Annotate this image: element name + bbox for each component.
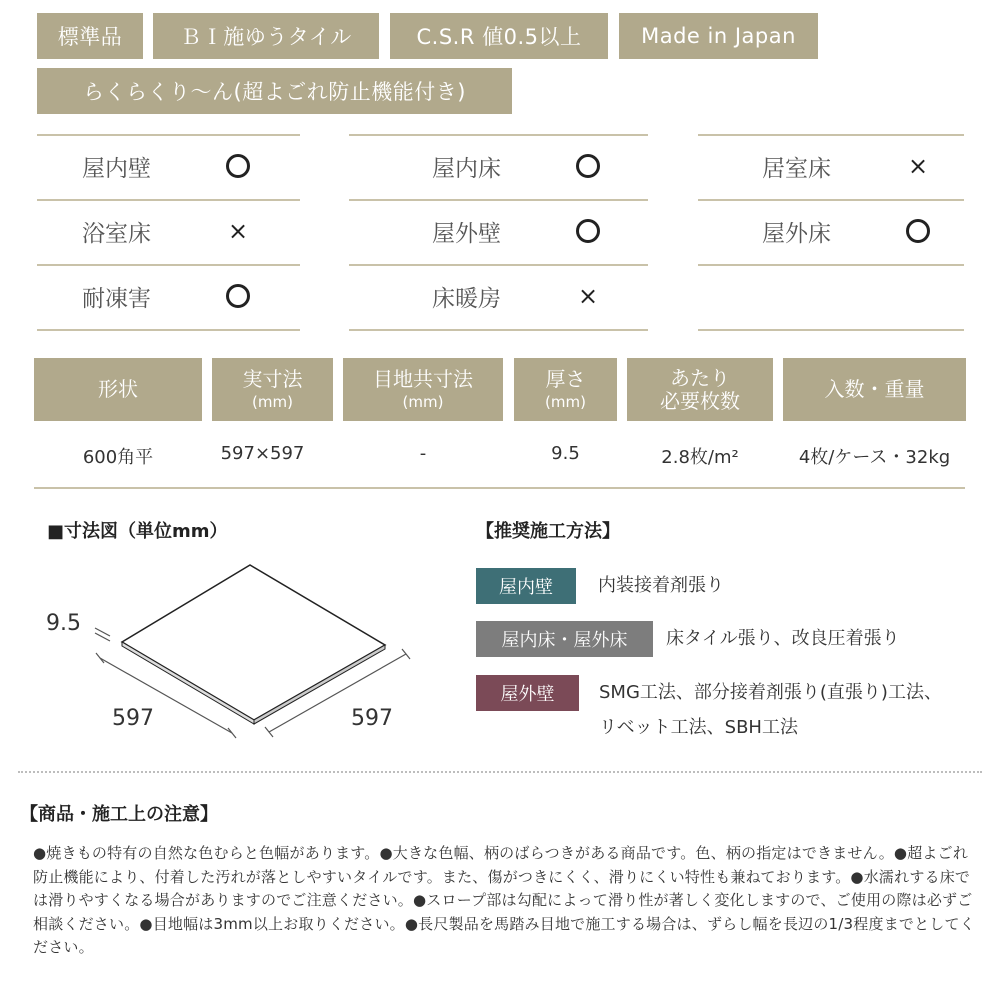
usage-rule <box>349 134 648 136</box>
usage-rule <box>698 329 964 331</box>
tag-standard: 標準品 <box>37 13 143 59</box>
circle-mark-icon <box>905 218 931 244</box>
cross-mark-icon: × <box>227 217 249 245</box>
usage-rule <box>349 199 648 201</box>
cross-mark-icon <box>905 153 931 179</box>
usage-rule <box>698 199 964 201</box>
dimension-width: 597 <box>112 706 154 731</box>
usage-rule <box>37 264 300 266</box>
spec-header-actual-size: 実寸法 (mm) <box>212 358 333 421</box>
method-text-interior-wall: 内装接着剤張り <box>598 575 724 596</box>
usage-rule <box>37 134 300 136</box>
dimension-thickness: 9.5 <box>46 611 81 636</box>
spec-header-quantity-weight: 入数・重量 <box>783 358 966 421</box>
usage-rule <box>37 199 300 201</box>
method-text-exterior-wall: SMG工法、部分接着剤張り(直張り)工法、 <box>599 682 942 703</box>
usage-label: 耐凍害 <box>82 286 151 312</box>
section-divider <box>18 771 982 773</box>
method-tag-floor: 屋内床・屋外床 <box>476 621 653 657</box>
dimension-depth: 597 <box>351 706 393 731</box>
usage-label: 屋内床 <box>432 156 501 182</box>
usage-rule <box>349 329 648 331</box>
cross-mark-icon <box>575 283 601 309</box>
circle-mark-icon <box>576 219 600 243</box>
tag-rakurakurin: らくらくり〜ん(超よごれ防止機能付き) <box>37 68 512 114</box>
usage-label: 床暖房 <box>432 286 501 312</box>
cross-mark-icon: × <box>907 152 929 180</box>
tile-shape <box>122 565 385 724</box>
circle-mark-icon <box>575 218 601 244</box>
spec-cell-joint-size: - <box>419 443 427 464</box>
usage-label: 屋外壁 <box>432 221 501 247</box>
circle-mark-icon <box>226 284 250 308</box>
tag-csr: C.S.R 値0.5以上 <box>390 13 608 59</box>
spec-header-thickness: 厚さ (mm) <box>514 358 617 421</box>
spec-cell-quantity-weight: 4枚/ケース・32kg <box>798 447 951 468</box>
tag-made-in-japan: Made in Japan <box>619 13 818 59</box>
methods-title: 【推奨施工方法】 <box>476 521 620 542</box>
circle-mark-icon <box>225 153 251 179</box>
spec-rule <box>34 487 965 489</box>
notes-body: ●焼きもの特有の自然な色むらと色幅があります。●大きな色幅、柄のばらつきがある商品です。色、柄の指定はできません。●超よごれ防止機能により、付着した汚れが落としやすいタイルです。また、傷がつきにくく、滑りにくい特性も兼ねております。●水濡れする床では滑りやすくなる場合がありますのでご注意ください。●スロープ部は勾配によって滑り性が著しく変化しますので、ご使用の際は必ずご相談ください。●目地幅は3mm以上お取りください。●長尺製品を馬踏み目地で施工する場合は、ずらし幅を長辺の1/3程度までとしてください。 <box>33 844 975 956</box>
usage-rule <box>698 264 964 266</box>
usage-rule <box>698 134 964 136</box>
usage-label: 屋内壁 <box>82 156 151 182</box>
spec-cell-shape: 600角平 <box>82 447 154 468</box>
usage-rule <box>37 329 300 331</box>
spec-header-shape: 形状 <box>34 358 202 421</box>
spec-cell-per-m2: 2.8枚/m² <box>661 447 739 468</box>
method-tag-exterior-wall: 屋外壁 <box>476 675 579 711</box>
usage-label: 浴室床 <box>82 221 151 247</box>
method-text-exterior-wall-2: リベット工法、SBH工法 <box>599 717 798 738</box>
method-text-floor: 床タイル張り、改良圧着張り <box>666 628 900 649</box>
cross-mark-icon <box>225 218 251 244</box>
circle-mark-icon <box>906 219 930 243</box>
usage-rule <box>349 264 648 266</box>
diagram-title: ■寸法図（単位mm） <box>47 521 228 542</box>
spec-header-per-m2: あたり 必要枚数 <box>627 358 773 421</box>
circle-mark-icon <box>226 154 250 178</box>
spec-header-joint-size: 目地共寸法 (mm) <box>343 358 503 421</box>
circle-mark-icon <box>575 153 601 179</box>
tag-glaze: ＢＩ施ゆうタイル <box>153 13 379 59</box>
cross-mark-icon: × <box>577 282 599 310</box>
method-tag-interior-wall: 屋内壁 <box>476 568 576 604</box>
notes-title: 【商品・施工上の注意】 <box>20 804 218 825</box>
circle-mark-icon <box>225 283 251 309</box>
circle-mark-icon <box>576 154 600 178</box>
spec-cell-actual-size: 597×597 <box>220 443 305 464</box>
usage-label: 居室床 <box>762 156 831 182</box>
spec-cell-thickness: 9.5 <box>551 443 580 464</box>
usage-label: 屋外床 <box>762 221 831 247</box>
